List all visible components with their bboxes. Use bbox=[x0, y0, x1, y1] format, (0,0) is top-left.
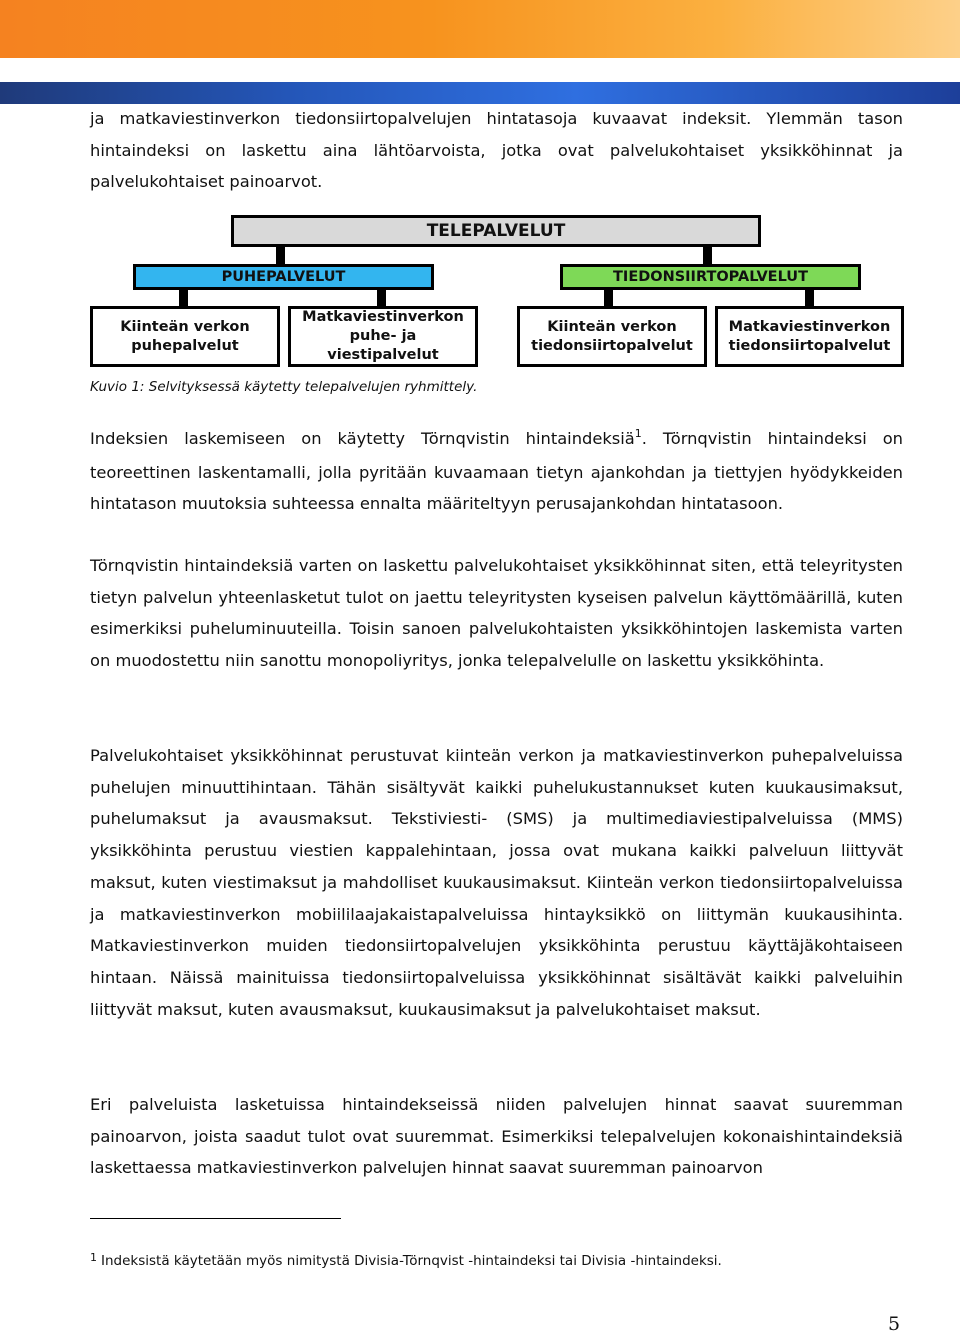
paragraph-2: Törnqvistin hintaindeksiä varten on laskettu palvelukohtaiset yksikköhinnat siten, että teleyritysten tietyn palvelun yhteenlasketut tulot on jaettu teleyritysten kyseisen palvelun käyttömäärillä, kuten esimerkiksi puheluminuuteilla. Toisin sanoen palvelukohtaisten yksikköhintojen laskemista varten on muodostettu niin sanottu monopoliyritys, jonka telepalvelulle on laskettu yksikköhinta. bbox=[90, 556, 903, 671]
paragraph-1 bbox=[90, 423, 903, 520]
connector-tiedonsiirto-leaf3 bbox=[604, 290, 613, 306]
header-gap bbox=[0, 58, 960, 82]
paragraph-4: Eri palveluista lasketuissa hintaindekseissä niiden palvelujen hinnat saavat suuremman painoarvon, joista saadut tulot ovat suuremmat. Esimerkiksi telepalvelujen kokonaishintaindeksiä laskettaessa matkaviestinverkon palvelujen hinnat saavat suuremman painoarvon bbox=[90, 1095, 903, 1178]
connector-tiedonsiirto-leaf4 bbox=[805, 290, 814, 306]
header-orange-bar bbox=[0, 0, 960, 58]
diagram-node-puhepalvelut: PUHEPALVELUT bbox=[133, 264, 434, 290]
footnote-separator bbox=[90, 1218, 341, 1219]
connector-puhe-leaf1 bbox=[179, 290, 188, 306]
diagram-node-telepalvelut: TELEPALVELUT bbox=[231, 215, 761, 247]
footnote-text: Indeksistä käytetään myös nimitystä Divisia-Törnqvist -hintaindeksi tai Divisia -hintaindeksi. bbox=[101, 1253, 722, 1269]
footnote-marker: 1 bbox=[90, 1251, 97, 1264]
diagram-leaf-matka-tiedonsiirto: Matkaviestinverkon tiedonsiirtopalvelut bbox=[715, 306, 904, 367]
footnote bbox=[90, 1253, 722, 1269]
diagram-leaf-kiintea-puhe: Kiinteän verkon puhepalvelut bbox=[90, 306, 280, 367]
figure-caption: Kuvio 1: Selvityksessä käytetty telepalvelujen ryhmittely. bbox=[90, 379, 478, 395]
header-blue-bar bbox=[0, 82, 960, 104]
diagram-leaf-kiintea-tiedonsiirto: Kiinteän verkon tiedonsiirtopalvelut bbox=[517, 306, 707, 367]
paragraph-3: Palvelukohtaiset yksikköhinnat perustuvat kiinteän verkon ja matkaviestinverkon puhepalveluissa puhelujen minuuttihintaan. Tähän sisältyvät kaikki puhelukustannukset kuten kuukausimaksut, puhelumaksut ja avausmaksut. Tekstiviesti- (SMS) ja multimediaviestipalveluissa (MMS) yksikköhinta perustuu viestien kappalehintaan, jossa ovat mukana kaikki palveluun liittyvät maksut, kuten viestimaksut ja mahdolliset kuukausimaksut. Kiinteän verkon tiedonsiirtopalveluissa ja matkaviestinverkon mobiililaajakaistapalveluissa hintayksikkö on liittymän kuukausihinta. Matkaviestinverkon muiden tiedonsiirtopalvelujen yksikköhinta perustuu käyttäjäkohtaiseen hintaan. Näissä mainituissa tiedonsiirtopalveluissa yksikköhinnat sisältävät kaikki palveluihin liittyvät maksut, kuten avausmaksut, kuukausimaksut ja palvelukohtaiset maksut. bbox=[90, 746, 903, 1019]
connector-top-tiedonsiirto bbox=[703, 247, 712, 264]
paragraph-1-start: Indeksien laskemiseen on käytetty Törnqvistin hintaindeksiä bbox=[90, 429, 635, 448]
connector-puhe-leaf2 bbox=[377, 290, 386, 306]
diagram-node-tiedonsiirtopalvelut: TIEDONSIIRTOPALVELUT bbox=[560, 264, 861, 290]
diagram-leaf-matka-puhe: Matkaviestinverkon puhe- ja viestipalvelut bbox=[288, 306, 478, 367]
paragraph-1-end: . Törnqvistin hintaindeksi on teoreettinen laskentamalli, jolla pyritään kuvaamaan tietyn ajankohdan ja tiettyjen hyödykkeiden hintatason muutoksia suhteessa ennalta määriteltyyn perusajankohdan hintatasoon. bbox=[90, 429, 903, 514]
intro-paragraph: ja matkaviestinverkon tiedonsiirtopalvelujen hintatasoja kuvaavat indeksit. Ylemmän tason hintaindeksi on laskettu aina lähtöarvoista, jotka ovat palvelukohtaiset yksikköhinnat ja palvelukohtaiset painoarvot. bbox=[90, 109, 903, 192]
connector-top-puhe bbox=[276, 247, 285, 264]
page-number: 5 bbox=[888, 1313, 901, 1335]
footnote-reference: 1 bbox=[634, 427, 642, 440]
